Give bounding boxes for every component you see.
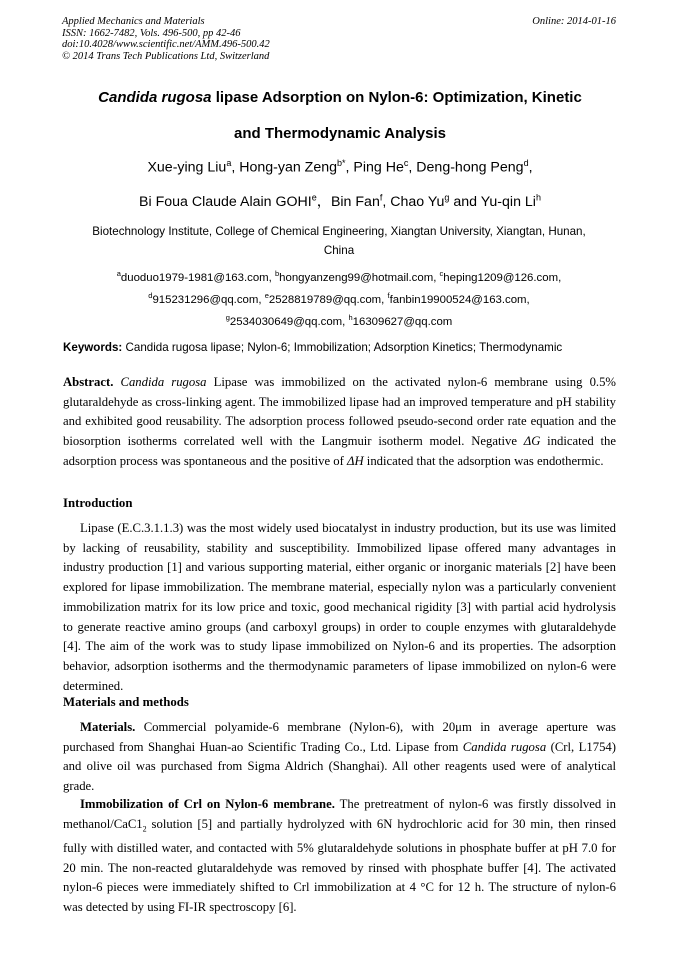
paper-title-line-1: Candida rugosa lipase Adsorption on Nylon-6: Optimization, Kinetic bbox=[98, 89, 582, 106]
journal-header bbox=[62, 16, 270, 62]
paper-title-line-2: and Thermodynamic Analysis bbox=[233, 125, 446, 142]
author-line-2: Bi Foua Claude Alain GOHI$^e$，Bin Fan$^f$, Chao Yu$^g$ and Yu-qin Li$^h$ bbox=[139, 192, 541, 210]
keywords-label: Keywords: bbox=[63, 341, 123, 354]
author-emails: $^a$duoduo1979-1981@163.com, $^b$hongyanzeng99@hotmail.com, $^c$heping1209@126.com, $^d$915231296@qq.com, $^e$2528819789@qq.com, $^f$fanbin19900524@163.com, $^g$2534030649@qq.com, $^h$16309627@qq.com bbox=[116, 269, 562, 328]
issn-line: ISSN: 1662-7482, Vols. 496-500, pp 42-46 bbox=[62, 27, 241, 39]
doi-line: doi:10.4028/www.scientific.net/AMM.496-500.42 bbox=[62, 39, 270, 51]
journal-name: Applied Mechanics and Materials bbox=[62, 16, 205, 27]
immobilization-paragraph: Immobilization of Crl on Nylon-6 membrane. The pretreatment of nylon-6 was firstly dissolved in methanol/$CaC1_2$ solution [5] and partially hydrolyzed with 6N hydrochloric acid for 30 min, then rinsed fully with distilled water, and contacted with 5% glutaraldehyde solutions in phosphate buffer at pH 7.0 for 20 min. The non-reacted glutaraldehyde was removed by rinsed with phosphate buffer [4]. The activated nylon-6 pieces were immediately shifted to Crl immobilization at 4 °C for 12 h. The structure of nylon-6 was detected by using FI-IR spectroscopy [6]. bbox=[63, 797, 616, 915]
author-line-1: Xue-ying Liu$^a$, Hong-yan Zeng$^{b*}$, Ping He$^c$, Deng-hong Peng$^d$, bbox=[147, 158, 533, 176]
online-date: Online: 2014-01-16 bbox=[532, 16, 616, 27]
section-heading-introduction: Introduction bbox=[63, 496, 133, 510]
abstract-label: Abstract. bbox=[63, 375, 114, 389]
abstract: Abstract. Candida rugosa Lipase was immobilized on the activated nylon-6 membrane using 0.5% glutaraldehyde as cross-linking agent. The immobilized lipase had an improved temperature and pH stability and exhibited good reusability. The adsorption process followed pseudo-second order rate equation and the biosorption isotherms correlated well with the Langmuir isotherm model. Negative ΔG indicated the adsorption process was spontaneous and the positive of ΔH indicated that the adsorption was endothermic. bbox=[63, 375, 616, 468]
section-heading-methods: Materials and methods bbox=[63, 695, 189, 709]
title-species: Candida rugosa bbox=[98, 89, 212, 106]
keywords: Keywords: Candida rugosa lipase; Nylon-6; Immobilization; Adsorption Kinetics; Thermodynamic bbox=[63, 341, 563, 354]
affiliation: Biotechnology Institute, College of Chemical Engineering, Xiangtan University, Xiangtan, Hunan, China bbox=[92, 225, 586, 257]
introduction-paragraph: Lipase (E.C.3.1.1.3) was the most widely used biocatalyst in industry production, but its use was limited by lacking of reusability, stability and susceptibility. Immobilized lipase offered many advantages in industry production [1] and various supporting material, either organic or inorganic materials [2] have been explored for lipase immobilization. The membrane material, especially nylon was a particularly convenient immobilization matrix for its low price and toxic, good mechanical rigidity [3] with partial acid hydrolysis to generate reactive amino groups (and carboxyl groups) in order to couple enzymes with glutaraldehyde [4]. The aim of the work was to study lipase immobilized on Nylon-6 and its properties. The adsorption behavior, adsorption isotherms and the thermodynamic parameters of lipase immobilized on nylon-6 were determined. bbox=[63, 521, 616, 693]
copyright-line: © 2014 Trans Tech Publications Ltd, Switzerland bbox=[62, 50, 270, 62]
materials-paragraph: Materials. Commercial polyamide-6 membrane (Nylon-6), with 20μm in average aperture was purchased from Shanghai Huan-ao Scientific Trading Co., Ltd. Lipase from Candida rugosa (Crl, L1754) and olive oil was purchased from Sigma Aldrich (Shanghai). All other reagents used were of analytical grade. bbox=[63, 720, 616, 794]
